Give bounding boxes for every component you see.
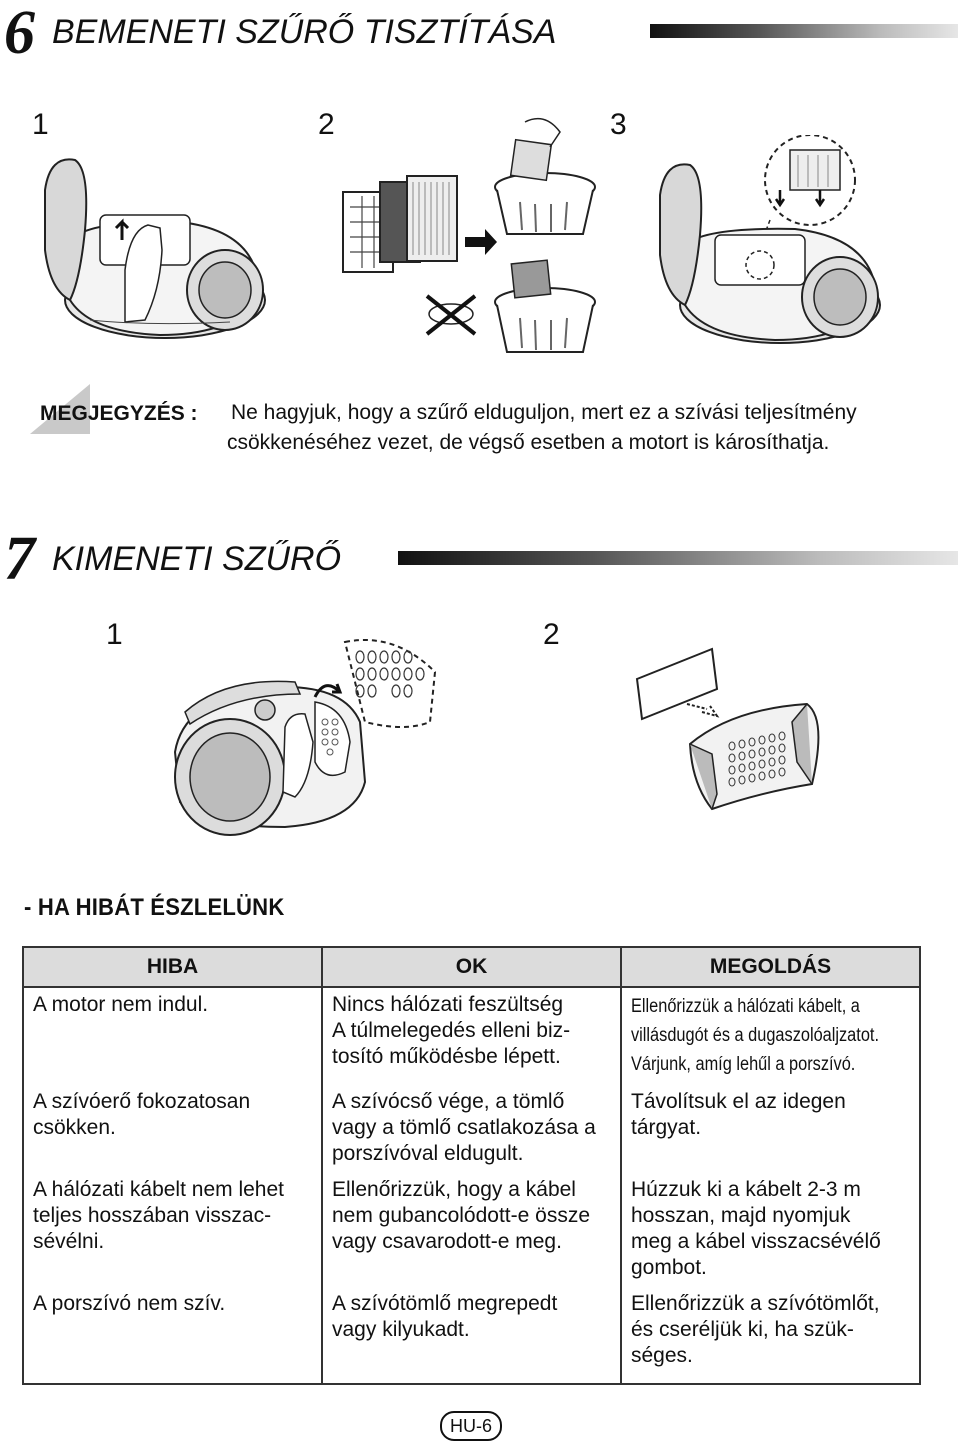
section-7-step-1: 1 bbox=[106, 618, 123, 651]
cell-line: A szívóerő fokozatosan bbox=[33, 1090, 251, 1113]
problem-cell bbox=[23, 1287, 322, 1384]
vacuum-outlet-cover-illustration bbox=[165, 632, 445, 847]
table-row bbox=[23, 1085, 920, 1173]
note-line-2: csökkenéséhez vezet, de végső esetben a motort is károsíthatja. bbox=[227, 431, 830, 454]
cell-line: A szívócső vége, a tömlő bbox=[332, 1090, 565, 1113]
cell-line: tárgyat. bbox=[631, 1116, 702, 1139]
section-6-step-2: 2 bbox=[318, 108, 335, 141]
cell-line: meg a kábel visszacsévélő bbox=[631, 1230, 881, 1253]
cell-line: hosszan, majd nyomjuk bbox=[631, 1204, 851, 1227]
section-6-step-3: 3 bbox=[610, 108, 627, 141]
cell-line: A hálózati kábelt nem lehet bbox=[33, 1178, 284, 1201]
vacuum-open-lid-illustration bbox=[30, 150, 270, 350]
cell-line: nem gubancolódott-e össze bbox=[332, 1204, 590, 1227]
cell-line: A túlmelegedés elleni biz- bbox=[332, 1019, 571, 1042]
section-6-title: BEMENETI SZŰRŐ TISZTÍTÁSA bbox=[52, 13, 557, 51]
cell-line: vagy a tömlő csatlakozása a bbox=[332, 1116, 596, 1139]
cell-line: csökken. bbox=[33, 1116, 116, 1139]
column-header-solution: MEGOLDÁS bbox=[621, 947, 920, 987]
cell-line: porszívóval eldugult. bbox=[332, 1142, 524, 1165]
cause-cell bbox=[322, 1085, 621, 1173]
troubleshooting-heading: - HA HIBÁT ÉSZLELÜNK bbox=[24, 894, 285, 921]
vacuum-filter-insert-illustration bbox=[650, 135, 890, 350]
problem-cell bbox=[23, 987, 322, 1085]
cell-line: Ellenőrizzük a hálózati kábelt, a bbox=[631, 996, 860, 1017]
problem-cell bbox=[23, 1085, 322, 1173]
cell-line: Nincs hálózati feszültség bbox=[332, 993, 564, 1016]
cell-line: séges. bbox=[631, 1344, 693, 1367]
problem-cell bbox=[23, 1173, 322, 1287]
section-7-title: KIMENETI SZŰRŐ bbox=[52, 540, 342, 578]
cell-line: Ellenőrizzük, hogy a kábel bbox=[332, 1178, 576, 1201]
cell-line: Húzzuk ki a kábelt 2-3 m bbox=[631, 1178, 861, 1201]
cell-line: A motor nem indul. bbox=[33, 993, 209, 1016]
filter-disposal-illustration bbox=[335, 112, 615, 362]
cell-line: sévélni. bbox=[33, 1230, 105, 1253]
cell-line: vagy csavarodott-e meg. bbox=[332, 1230, 562, 1253]
solution-cell bbox=[621, 987, 920, 1085]
cell-line: A porszívó nem szív. bbox=[33, 1292, 226, 1315]
table-row bbox=[23, 1287, 920, 1384]
page-number: HU-6 bbox=[440, 1411, 502, 1441]
column-header-problem: HIBA bbox=[23, 947, 322, 987]
solution-cell bbox=[621, 1173, 920, 1287]
section-7-number: 7 bbox=[4, 525, 35, 593]
cell-line: Távolítsuk el az idegen bbox=[631, 1090, 846, 1113]
cell-line: teljes hosszában visszac- bbox=[33, 1204, 272, 1227]
section-7-title-bar bbox=[398, 551, 958, 565]
section-6-number: 6 bbox=[4, 0, 35, 67]
note-label: MEGJEGYZÉS : bbox=[40, 402, 198, 425]
troubleshooting-table bbox=[22, 946, 921, 1385]
table-row bbox=[23, 987, 920, 1085]
cause-cell bbox=[322, 1173, 621, 1287]
table-row bbox=[23, 1173, 920, 1287]
section-6-title-bar bbox=[650, 24, 958, 38]
section-6-step-1: 1 bbox=[32, 108, 49, 141]
table-header-row bbox=[23, 947, 920, 987]
cause-cell bbox=[322, 1287, 621, 1384]
cell-line: Ellenőrizzük a szívótömlőt, bbox=[631, 1292, 880, 1315]
section-7-step-2: 2 bbox=[543, 618, 560, 651]
cell-line: villásdugót és a dugaszolóaljzatot. bbox=[631, 1025, 879, 1046]
column-header-cause: OK bbox=[322, 947, 621, 987]
solution-cell bbox=[621, 1085, 920, 1173]
cell-line: gombot. bbox=[631, 1256, 707, 1279]
cell-line: Várjunk, amíg lehűl a porszívó. bbox=[631, 1054, 856, 1075]
outlet-filter-illustration bbox=[632, 644, 832, 824]
cause-cell bbox=[322, 987, 621, 1085]
cell-line: vagy kilyukadt. bbox=[332, 1318, 470, 1341]
cell-line: A szívótömlő megrepedt bbox=[332, 1292, 558, 1315]
cell-line: tosító működésbe lépett. bbox=[332, 1045, 561, 1068]
solution-cell bbox=[621, 1287, 920, 1384]
cell-line: és cseréljük ki, ha szük- bbox=[631, 1318, 854, 1341]
note-line-1: Ne hagyjuk, hogy a szűrő elduguljon, mert ez a szívási teljesítmény bbox=[231, 401, 857, 424]
